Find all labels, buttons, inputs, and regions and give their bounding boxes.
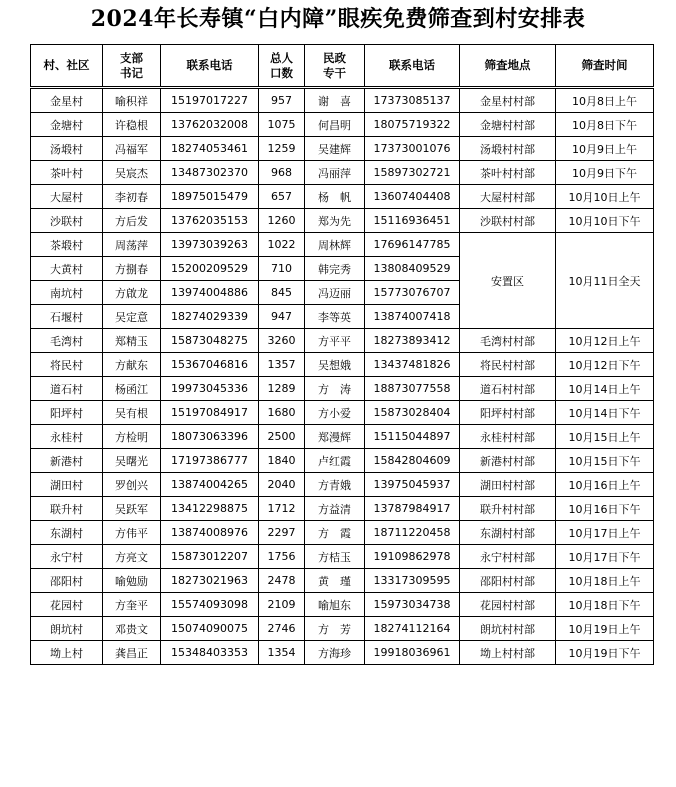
table-row [31, 353, 654, 377]
cell-village: 汤塅村 [31, 137, 103, 161]
table-row [31, 329, 654, 353]
cell-time: 10月16日上午 [556, 473, 654, 497]
cell-village: 联升村 [31, 497, 103, 521]
cell-village: 茶塅村 [31, 233, 103, 257]
cell-village: 大屋村 [31, 185, 103, 209]
cell-civil: 方小爱 [305, 401, 365, 425]
cell-civil: 周林辉 [305, 233, 365, 257]
table-row [31, 545, 654, 569]
cell-phone2: 18873077558 [365, 377, 460, 401]
cell-phone2: 13437481826 [365, 353, 460, 377]
cell-village: 茶叶村 [31, 161, 103, 185]
cell-phone2: 17696147785 [365, 233, 460, 257]
cell-site: 东湖村村部 [460, 521, 556, 545]
cell-time: 10月19日上午 [556, 617, 654, 641]
cell-time: 10月14日上午 [556, 377, 654, 401]
cell-village: 阳坪村 [31, 401, 103, 425]
cell-phone2: 19109862978 [365, 545, 460, 569]
cell-population: 1712 [259, 497, 305, 521]
cell-secretary: 方啟龙 [103, 281, 161, 305]
cell-secretary: 周荡萍 [103, 233, 161, 257]
cell-population: 1680 [259, 401, 305, 425]
cell-phone1: 13974004886 [161, 281, 259, 305]
cell-civil: 喻旭东 [305, 593, 365, 617]
cell-time: 10月10日下午 [556, 209, 654, 233]
table-row [31, 377, 654, 401]
cell-site: 联升村村部 [460, 497, 556, 521]
cell-time: 10月8日上午 [556, 88, 654, 113]
cell-civil: 方 涛 [305, 377, 365, 401]
cell-population: 2297 [259, 521, 305, 545]
cell-civil: 方益清 [305, 497, 365, 521]
cell-civil: 何昌明 [305, 113, 365, 137]
cell-secretary: 喻勉励 [103, 569, 161, 593]
cell-time: 10月14日下午 [556, 401, 654, 425]
cell-population: 845 [259, 281, 305, 305]
cell-population: 1260 [259, 209, 305, 233]
cell-civil: 李等英 [305, 305, 365, 329]
header-phone2: 联系电话 [365, 45, 460, 88]
cell-site: 湖田村村部 [460, 473, 556, 497]
cell-secretary: 方献东 [103, 353, 161, 377]
cell-secretary: 邓贵文 [103, 617, 161, 641]
cell-phone2: 13975045937 [365, 473, 460, 497]
cell-phone1: 15873048275 [161, 329, 259, 353]
cell-village: 大黄村 [31, 257, 103, 281]
page-title: 2024年长寿镇“白内障”眼疾免费筛查到村安排表 [90, 6, 586, 32]
cell-civil: 冯丽萍 [305, 161, 365, 185]
cell-secretary: 方后发 [103, 209, 161, 233]
cell-village: 南坑村 [31, 281, 103, 305]
cell-village: 道石村 [31, 377, 103, 401]
cell-site: 茶叶村村部 [460, 161, 556, 185]
cell-time: 10月19日下午 [556, 641, 654, 665]
cell-phone1: 13874004265 [161, 473, 259, 497]
cell-civil: 郑为先 [305, 209, 365, 233]
cell-phone2: 15873028404 [365, 401, 460, 425]
cell-time: 10月9日上午 [556, 137, 654, 161]
cell-secretary: 吴曙光 [103, 449, 161, 473]
cell-population: 1357 [259, 353, 305, 377]
cell-secretary: 吴跃军 [103, 497, 161, 521]
cell-site: 毛湾村村部 [460, 329, 556, 353]
header-row [31, 45, 654, 88]
cell-phone1: 19973045336 [161, 377, 259, 401]
table-row [31, 473, 654, 497]
cell-population: 710 [259, 257, 305, 281]
cell-phone2: 15116936451 [365, 209, 460, 233]
cell-site: 沙联村村部 [460, 209, 556, 233]
cell-site: 将民村村部 [460, 353, 556, 377]
table-row [31, 233, 654, 257]
cell-phone1: 15074090075 [161, 617, 259, 641]
cell-civil: 方平平 [305, 329, 365, 353]
cell-secretary: 方检明 [103, 425, 161, 449]
cell-time: 10月8日下午 [556, 113, 654, 137]
cell-site: 永宁村村部 [460, 545, 556, 569]
cell-civil: 方 霞 [305, 521, 365, 545]
table-row [31, 401, 654, 425]
cell-secretary: 方捌春 [103, 257, 161, 281]
cell-civil: 韩完秀 [305, 257, 365, 281]
cell-phone2: 15897302721 [365, 161, 460, 185]
cell-site: 邵阳村村部 [460, 569, 556, 593]
cell-phone1: 18975015479 [161, 185, 259, 209]
cell-secretary: 吴宸杰 [103, 161, 161, 185]
cell-phone1: 13762032008 [161, 113, 259, 137]
cell-village: 沙联村 [31, 209, 103, 233]
cell-population: 1022 [259, 233, 305, 257]
cell-secretary: 龚昌正 [103, 641, 161, 665]
cell-site: 金塘村村部 [460, 113, 556, 137]
table-row [31, 113, 654, 137]
cell-site: 朗坑村村部 [460, 617, 556, 641]
cell-population: 2040 [259, 473, 305, 497]
cell-population: 657 [259, 185, 305, 209]
cell-phone1: 15197017227 [161, 88, 259, 113]
cell-phone2: 13874007418 [365, 305, 460, 329]
cell-site: 道石村村部 [460, 377, 556, 401]
cell-time: 10月18日下午 [556, 593, 654, 617]
cell-population: 3260 [259, 329, 305, 353]
header-village: 村、社区 [31, 45, 103, 88]
cell-phone2: 13808409529 [365, 257, 460, 281]
cell-village: 新港村 [31, 449, 103, 473]
header-population-text: 总人 口数 [270, 50, 293, 80]
cell-population: 957 [259, 88, 305, 113]
cell-village: 永宁村 [31, 545, 103, 569]
cell-village: 金星村 [31, 88, 103, 113]
cell-phone2: 13787984917 [365, 497, 460, 521]
table-row [31, 497, 654, 521]
cell-secretary: 方亮文 [103, 545, 161, 569]
cell-phone1: 13874008976 [161, 521, 259, 545]
cell-village: 东湖村 [31, 521, 103, 545]
header-site: 筛查地点 [460, 45, 556, 88]
cell-phone2: 13607404408 [365, 185, 460, 209]
cell-site: 阳坪村村部 [460, 401, 556, 425]
cell-civil: 方 芳 [305, 617, 365, 641]
table-row [31, 88, 654, 113]
cell-site: 汤塅村村部 [460, 137, 556, 161]
cell-phone2: 15973034738 [365, 593, 460, 617]
header-phone1: 联系电话 [161, 45, 259, 88]
cell-secretary: 郑精玉 [103, 329, 161, 353]
cell-village: 坳上村 [31, 641, 103, 665]
table-row [31, 569, 654, 593]
cell-population: 2478 [259, 569, 305, 593]
cell-village: 花园村 [31, 593, 103, 617]
cell-population: 1840 [259, 449, 305, 473]
cell-secretary: 喻积祥 [103, 88, 161, 113]
cell-population: 1289 [259, 377, 305, 401]
cell-village: 将民村 [31, 353, 103, 377]
cell-secretary: 许稳根 [103, 113, 161, 137]
cell-civil: 方青娥 [305, 473, 365, 497]
cell-time: 10月17日下午 [556, 545, 654, 569]
table-row [31, 449, 654, 473]
cell-phone2: 19918036961 [365, 641, 460, 665]
cell-phone1: 15873012207 [161, 545, 259, 569]
cell-civil: 吴建辉 [305, 137, 365, 161]
cell-secretary: 方奎平 [103, 593, 161, 617]
cell-secretary: 罗创兴 [103, 473, 161, 497]
cell-phone2: 18075719322 [365, 113, 460, 137]
cell-phone1: 15367046816 [161, 353, 259, 377]
cell-phone1: 18073063396 [161, 425, 259, 449]
cell-phone1: 13762035153 [161, 209, 259, 233]
cell-site: 花园村村部 [460, 593, 556, 617]
header-population [259, 45, 305, 88]
cell-time: 10月18日上午 [556, 569, 654, 593]
cell-civil: 杨 帆 [305, 185, 365, 209]
table-row [31, 617, 654, 641]
cell-population: 2500 [259, 425, 305, 449]
cell-phone1: 18274029339 [161, 305, 259, 329]
cell-time: 10月16日下午 [556, 497, 654, 521]
cell-site: 大屋村村部 [460, 185, 556, 209]
cell-phone2: 15115044897 [365, 425, 460, 449]
cell-phone1: 15197084917 [161, 401, 259, 425]
cell-phone2: 17373001076 [365, 137, 460, 161]
cell-phone2: 13317309595 [365, 569, 460, 593]
cell-phone1: 13412298875 [161, 497, 259, 521]
cell-village: 金塘村 [31, 113, 103, 137]
table-body [31, 88, 654, 665]
cell-population: 1075 [259, 113, 305, 137]
cell-phone1: 18273021963 [161, 569, 259, 593]
cell-phone1: 15200209529 [161, 257, 259, 281]
table-row [31, 185, 654, 209]
cell-phone1: 15574093098 [161, 593, 259, 617]
cell-village: 邵阳村 [31, 569, 103, 593]
cell-secretary: 李初春 [103, 185, 161, 209]
cell-village: 永桂村 [31, 425, 103, 449]
cell-site: 安置区 [460, 233, 556, 329]
cell-village: 湖田村 [31, 473, 103, 497]
cell-secretary: 方伟平 [103, 521, 161, 545]
cell-phone1: 15348403353 [161, 641, 259, 665]
cell-civil: 方桔玉 [305, 545, 365, 569]
cell-phone1: 18274053461 [161, 137, 259, 161]
cell-secretary: 吴定意 [103, 305, 161, 329]
table-row [31, 641, 654, 665]
cell-time: 10月9日下午 [556, 161, 654, 185]
cell-population: 2109 [259, 593, 305, 617]
cell-phone2: 17373085137 [365, 88, 460, 113]
cell-site: 永桂村村部 [460, 425, 556, 449]
cell-time: 10月11日全天 [556, 233, 654, 329]
header-time: 筛查时间 [556, 45, 654, 88]
cell-site: 金星村村部 [460, 88, 556, 113]
cell-phone1: 13487302370 [161, 161, 259, 185]
cell-phone1: 17197386777 [161, 449, 259, 473]
cell-time: 10月12日上午 [556, 329, 654, 353]
cell-civil: 黄 瑾 [305, 569, 365, 593]
cell-phone2: 18711220458 [365, 521, 460, 545]
header-secretary-text: 支部 书记 [120, 50, 143, 80]
cell-population: 2746 [259, 617, 305, 641]
cell-phone2: 15842804609 [365, 449, 460, 473]
cell-phone2: 15773076707 [365, 281, 460, 305]
cell-village: 朗坑村 [31, 617, 103, 641]
cell-time: 10月15日下午 [556, 449, 654, 473]
cell-village: 石堰村 [31, 305, 103, 329]
cell-civil: 方海珍 [305, 641, 365, 665]
cell-site: 坳上村村部 [460, 641, 556, 665]
cell-population: 947 [259, 305, 305, 329]
cell-civil: 卢红霞 [305, 449, 365, 473]
cell-phone1: 13973039263 [161, 233, 259, 257]
cell-population: 968 [259, 161, 305, 185]
cell-time: 10月17日上午 [556, 521, 654, 545]
cell-phone2: 18274112164 [365, 617, 460, 641]
cell-population: 1259 [259, 137, 305, 161]
header-civil [305, 45, 365, 88]
cell-secretary: 杨函江 [103, 377, 161, 401]
table-row [31, 137, 654, 161]
cell-secretary: 吴有根 [103, 401, 161, 425]
header-civil-text: 民政 专干 [323, 50, 346, 80]
cell-time: 10月12日下午 [556, 353, 654, 377]
cell-civil: 冯迈丽 [305, 281, 365, 305]
table-row [31, 161, 654, 185]
cell-population: 1354 [259, 641, 305, 665]
cell-time: 10月15日上午 [556, 425, 654, 449]
table-row [31, 521, 654, 545]
cell-civil: 吴想娥 [305, 353, 365, 377]
cell-civil: 谢 喜 [305, 88, 365, 113]
table-row [31, 209, 654, 233]
cell-village: 毛湾村 [31, 329, 103, 353]
cell-civil: 郑漫辉 [305, 425, 365, 449]
header-secretary [103, 45, 161, 88]
cell-phone2: 18273893412 [365, 329, 460, 353]
table-row [31, 593, 654, 617]
cell-site: 新港村村部 [460, 449, 556, 473]
cell-secretary: 冯福军 [103, 137, 161, 161]
table-row [31, 425, 654, 449]
schedule-table [30, 44, 654, 665]
cell-time: 10月10日上午 [556, 185, 654, 209]
cell-population: 1756 [259, 545, 305, 569]
